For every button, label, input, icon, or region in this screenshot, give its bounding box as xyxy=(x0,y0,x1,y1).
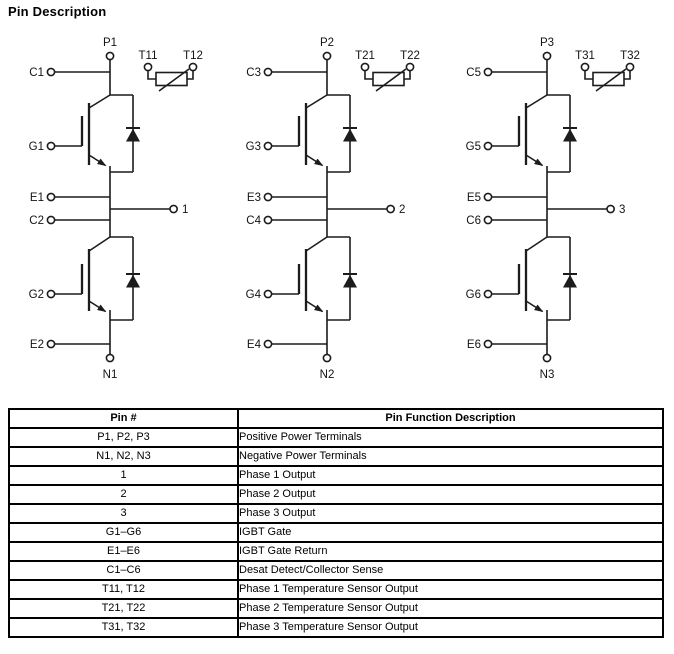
diode-lower-icon xyxy=(343,237,357,320)
pin-cell: N1, N2, N3 xyxy=(9,447,238,466)
emitter-line xyxy=(89,301,106,312)
table-header-row xyxy=(9,409,663,428)
pin-function-table xyxy=(8,408,664,638)
desc-cell: Phase 2 Temperature Sensor Output xyxy=(238,599,663,618)
terminal-circle-t1 xyxy=(361,63,368,70)
terminal-label-g-bot: G2 xyxy=(28,289,44,301)
terminal-circle-g-bot xyxy=(264,290,271,297)
diode-upper-icon xyxy=(126,95,140,172)
anode-triangle xyxy=(563,129,577,142)
terminal-label-g-bot: G6 xyxy=(465,289,481,301)
terminal-circle-g-bot xyxy=(484,290,491,297)
diode-upper-icon xyxy=(563,95,577,172)
terminal-label-p: P2 xyxy=(319,37,335,49)
terminal-label-g-top: G5 xyxy=(465,141,481,153)
pin-cell: E1–E6 xyxy=(9,542,238,561)
desc-cell: Phase 1 Output xyxy=(238,466,663,485)
pin-cell: 3 xyxy=(9,504,238,523)
collector-line xyxy=(89,237,110,251)
thermistor-icon xyxy=(144,63,196,91)
terminal-label-e-bot: E6 xyxy=(466,339,481,351)
desc-cell: Desat Detect/Collector Sense xyxy=(238,561,663,580)
pin-cell: T11, T12 xyxy=(9,580,238,599)
terminal-label-p: P1 xyxy=(102,37,118,49)
terminal-circle-p xyxy=(106,52,113,59)
pin-cell: 1 xyxy=(9,466,238,485)
terminal-label-e-top: E3 xyxy=(246,192,261,204)
terminal-circle-g-top xyxy=(484,142,491,149)
terminal-label-c-bot: C6 xyxy=(466,215,481,227)
terminal-circle-c-top xyxy=(47,68,54,75)
terminal-label-e-bot: E4 xyxy=(246,339,261,351)
diode-lower-icon xyxy=(563,237,577,320)
diode-upper-icon xyxy=(343,95,357,172)
table-row xyxy=(9,561,663,580)
terminal-circle-p xyxy=(543,52,550,59)
pin-cell: P1, P2, P3 xyxy=(9,428,238,447)
desc-cell: IGBT Gate xyxy=(238,523,663,542)
terminal-circle-g-top xyxy=(47,142,54,149)
table-row xyxy=(9,580,663,599)
terminal-label-e-bot: E2 xyxy=(29,339,44,351)
emitter-line xyxy=(306,155,323,166)
thermistor-icon xyxy=(361,63,413,91)
terminal-circle-c-top xyxy=(484,68,491,75)
terminal-label-t2: T32 xyxy=(620,50,640,62)
igbt-upper xyxy=(492,95,547,166)
anode-triangle xyxy=(563,275,577,288)
terminal-label-g-top: G1 xyxy=(28,141,44,153)
desc-cell: Phase 3 Output xyxy=(238,504,663,523)
desc-cell: IGBT Gate Return xyxy=(238,542,663,561)
collector-line xyxy=(526,237,547,251)
terminal-label-t1: T31 xyxy=(575,50,595,62)
terminal-circle-c-bot xyxy=(484,216,491,223)
terminal-circle-e-top xyxy=(484,193,491,200)
terminal-label-e-top: E5 xyxy=(466,192,481,204)
desc-cell: Positive Power Terminals xyxy=(238,428,663,447)
terminal-label-n: N1 xyxy=(102,369,118,381)
table-row xyxy=(9,542,663,561)
terminal-circle-n xyxy=(543,354,550,361)
terminal-circle-g-top xyxy=(264,142,271,149)
terminal-label-c-top: C3 xyxy=(246,67,261,79)
terminal-label-n: N3 xyxy=(539,369,555,381)
half-bridge-phase-1 xyxy=(12,28,218,382)
terminal-circle-t2 xyxy=(626,63,633,70)
collector-line xyxy=(306,237,327,251)
terminal-circle-c-bot xyxy=(47,216,54,223)
terminal-circle-n xyxy=(106,354,113,361)
terminal-label-c-top: C1 xyxy=(29,67,44,79)
igbt-lower xyxy=(55,237,110,312)
emitter-line xyxy=(526,155,543,166)
terminal-circle-e-bot xyxy=(264,340,271,347)
terminal-label-e-top: E1 xyxy=(29,192,44,204)
terminal-circle-e-top xyxy=(47,193,54,200)
terminal-circle-n xyxy=(323,354,330,361)
figure-title: Pin Description xyxy=(8,4,107,19)
wiring xyxy=(272,60,387,355)
anode-triangle xyxy=(126,129,140,142)
output-node-circle xyxy=(387,205,394,212)
anode-triangle xyxy=(126,275,140,288)
output-node-circle xyxy=(170,205,177,212)
terminal-label-t1: T21 xyxy=(355,50,375,62)
pin-cell: T31, T32 xyxy=(9,618,238,637)
collector-line xyxy=(526,95,547,108)
terminal-label-g-bot: G4 xyxy=(245,289,261,301)
collector-line xyxy=(306,95,327,108)
half-bridge-phase-3 xyxy=(449,28,655,382)
anode-triangle xyxy=(343,129,357,142)
desc-cell: Phase 2 Output xyxy=(238,485,663,504)
terminal-label-c-bot: C2 xyxy=(29,215,44,227)
table-row xyxy=(9,523,663,542)
emitter-line xyxy=(89,155,106,166)
output-label: 1 xyxy=(182,204,189,216)
igbt-lower xyxy=(492,237,547,312)
collector-line xyxy=(89,95,110,108)
terminal-circle-e-bot xyxy=(484,340,491,347)
igbt-upper xyxy=(55,95,110,166)
terminal-label-t2: T22 xyxy=(400,50,420,62)
terminal-label-c-bot: C4 xyxy=(246,215,261,227)
terminal-circle-e-bot xyxy=(47,340,54,347)
col-header-pin: Pin # xyxy=(9,409,238,428)
table-row xyxy=(9,428,663,447)
terminal-circle-t1 xyxy=(144,63,151,70)
pin-cell: T21, T22 xyxy=(9,599,238,618)
emitter-line xyxy=(526,301,543,312)
igbt-upper xyxy=(272,95,327,166)
terminal-circle-c-top xyxy=(264,68,271,75)
table-row xyxy=(9,504,663,523)
terminal-circle-t2 xyxy=(189,63,196,70)
output-label: 3 xyxy=(619,204,626,216)
terminal-label-p: P3 xyxy=(539,37,555,49)
anode-triangle xyxy=(343,275,357,288)
table-row xyxy=(9,599,663,618)
terminal-circle-t2 xyxy=(406,63,413,70)
thermistor-icon xyxy=(581,63,633,91)
desc-cell: Phase 1 Temperature Sensor Output xyxy=(238,580,663,599)
output-node-circle xyxy=(607,205,614,212)
col-header-desc: Pin Function Description xyxy=(238,409,663,428)
terminal-circle-g-bot xyxy=(47,290,54,297)
table-row xyxy=(9,447,663,466)
terminal-label-t1: T11 xyxy=(138,50,158,62)
diode-lower-icon xyxy=(126,237,140,320)
terminal-label-g-top: G3 xyxy=(245,141,261,153)
desc-cell: Phase 3 Temperature Sensor Output xyxy=(238,618,663,637)
terminal-circle-t1 xyxy=(581,63,588,70)
wiring xyxy=(55,60,170,355)
terminal-label-t2: T12 xyxy=(183,50,203,62)
igbt-lower xyxy=(272,237,327,312)
terminal-circle-c-bot xyxy=(264,216,271,223)
output-label: 2 xyxy=(399,204,406,216)
wiring xyxy=(492,60,607,355)
desc-cell: Negative Power Terminals xyxy=(238,447,663,466)
half-bridge-phase-2 xyxy=(229,28,435,382)
pin-cell: G1–G6 xyxy=(9,523,238,542)
pin-cell: C1–C6 xyxy=(9,561,238,580)
terminal-circle-p xyxy=(323,52,330,59)
pin-cell: 2 xyxy=(9,485,238,504)
terminal-label-c-top: C5 xyxy=(466,67,481,79)
terminal-circle-e-top xyxy=(264,193,271,200)
table-row xyxy=(9,618,663,637)
terminal-label-n: N2 xyxy=(319,369,335,381)
table-row xyxy=(9,485,663,504)
table-row xyxy=(9,466,663,485)
emitter-line xyxy=(306,301,323,312)
